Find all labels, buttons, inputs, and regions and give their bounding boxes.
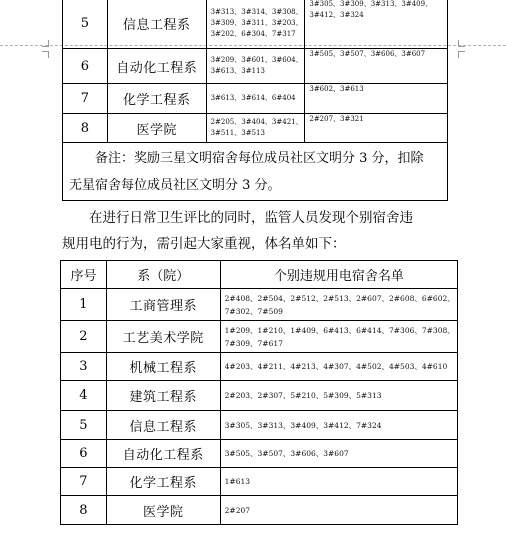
- department-name: 建筑工程系: [106, 381, 220, 411]
- dorm-list: 2#207: [220, 496, 457, 525]
- dorm-list: 3#305、3#313、3#409、3#412、7#324: [220, 411, 457, 440]
- department-name: 化学工程系: [106, 468, 220, 496]
- header-department: 系（院）: [106, 261, 220, 289]
- header-number: 序号: [61, 261, 107, 289]
- dorm-list: 3#602、3#613: [305, 84, 448, 114]
- page-corner-mark: [458, 51, 465, 58]
- dorm-list: 1#613: [220, 468, 457, 496]
- dorm-list: 2#205、3#404、3#421、3#511、3#513: [206, 114, 305, 143]
- table-row: [61, 496, 458, 525]
- row-number: 8: [63, 114, 108, 143]
- header-dorm-list: 个别违规用电宿舍名单: [220, 261, 457, 289]
- department-name: 信息工程系: [107, 0, 206, 49]
- body-paragraph-line: 规用电的行为，需引起大家重视，体名单如下：: [62, 236, 346, 252]
- table-row: [61, 289, 458, 321]
- table-row: [61, 381, 458, 411]
- row-number: 8: [61, 496, 107, 525]
- department-name: 信息工程系: [106, 411, 220, 440]
- page-corner-mark: [42, 51, 49, 58]
- table-row: [61, 353, 458, 381]
- page-corner-mark: [458, 40, 465, 47]
- row-number: 7: [61, 468, 107, 496]
- row-number: 4: [61, 381, 107, 411]
- violation-dorm-table: [60, 260, 458, 525]
- table-row: [63, 49, 448, 84]
- page-corner-mark: [42, 40, 49, 47]
- table-note: [63, 143, 448, 201]
- department-name: 机械工程系: [106, 353, 220, 381]
- note-line: 无星宿舍每位成员社区文明分 3 分。: [69, 177, 281, 193]
- dorm-list: 3#305、3#309、3#313、3#409、3#412、3#324: [305, 0, 448, 49]
- table-note-row: [63, 143, 448, 201]
- star-dorm-table: [62, 0, 448, 201]
- department-name: 工艺美术学院: [106, 321, 220, 353]
- row-number: 5: [61, 411, 107, 440]
- row-number: 7: [63, 84, 108, 114]
- department-name: 医学院: [106, 496, 220, 525]
- department-name: 工商管理系: [106, 289, 220, 321]
- dorm-list: 2#203、2#307、5#210、5#309、5#313: [220, 381, 457, 411]
- table-row: [63, 84, 448, 114]
- dorm-list: 3#505、3#507、3#606、3#607: [305, 49, 448, 84]
- dorm-list: 4#203、4#211、4#213、4#307、4#502、4#503、4#610: [220, 353, 457, 381]
- row-number: 6: [63, 49, 108, 84]
- department-name: 医学院: [107, 114, 206, 143]
- table-row: [61, 440, 458, 468]
- table-row: [63, 114, 448, 143]
- row-number: 1: [61, 289, 107, 321]
- table-header-row: [61, 261, 458, 289]
- row-number: 6: [61, 440, 107, 468]
- table-row: [61, 468, 458, 496]
- department-name: 自动化工程系: [106, 440, 220, 468]
- department-name: 自动化工程系: [107, 49, 206, 84]
- dorm-list: 3#505、3#507、3#606、3#607: [220, 440, 457, 468]
- row-number: 5: [63, 0, 108, 49]
- dorm-list: 2#408、2#504、2#512、2#513、2#607、2#608、6#602、7#302、7#509: [220, 289, 457, 321]
- note-line: 备注：奖励三星文明宿舍每位成员社区文明分 3 分，扣除: [95, 150, 424, 166]
- dorm-list: 1#209、1#210、1#409、6#413、6#414、7#306、7#308、7#309、7#617: [220, 321, 457, 353]
- table-row: [61, 321, 458, 353]
- row-number: 2: [61, 321, 107, 353]
- dorm-list: 2#207、3#321: [305, 114, 448, 143]
- dorm-list: 3#613、3#614、6#404: [206, 84, 305, 114]
- dorm-list: 3#209、3#601、3#604、3#613、3#113: [206, 49, 305, 84]
- row-number: 3: [61, 353, 107, 381]
- table-row: [63, 0, 448, 49]
- dorm-list: 3#313、3#314、3#308、3#309、3#311、3#203、3#202、6#304、7#317: [206, 0, 305, 49]
- department-name: 化学工程系: [107, 84, 206, 114]
- table-row: [61, 411, 458, 440]
- body-paragraph-line: 在进行日常卫生评比的同时，监管人员发现个别宿舍违: [89, 210, 413, 226]
